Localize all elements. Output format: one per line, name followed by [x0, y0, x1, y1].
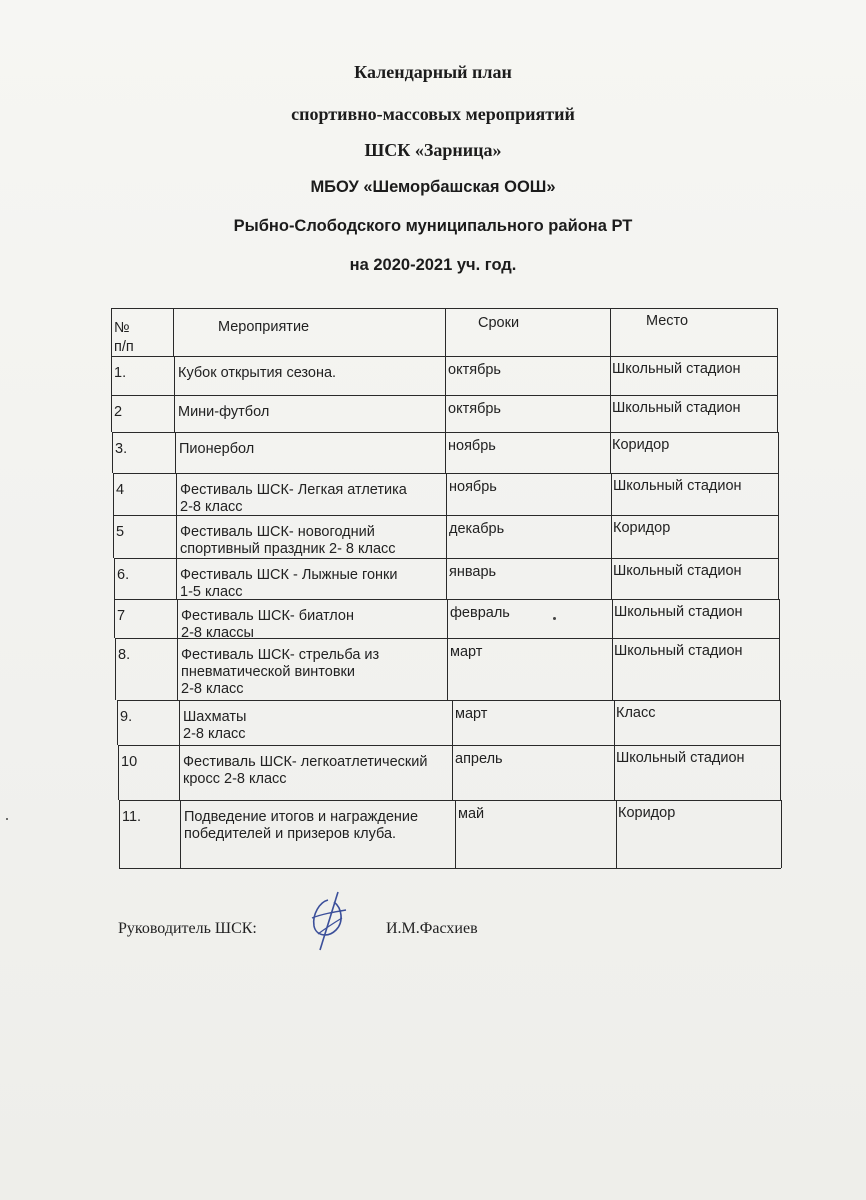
- table-col-border: [446, 515, 447, 558]
- title-line-4: МБОУ «Шеморбашская ООШ»: [310, 178, 556, 196]
- table-col-border: [446, 473, 447, 515]
- event-place: Коридор: [613, 520, 671, 536]
- event-date: январь: [449, 564, 497, 580]
- table-col-border: [610, 356, 611, 395]
- ink-speck: [553, 617, 556, 620]
- event-name: Мини-футбол: [178, 404, 270, 420]
- table-col-border: [446, 558, 447, 599]
- row-number: 6.: [117, 567, 130, 583]
- event-name: Подведение итогов и награждение: [184, 809, 419, 825]
- table-col-border: [780, 745, 781, 800]
- table-col-border: [175, 432, 176, 473]
- table-col-border: [612, 599, 613, 638]
- table-col-border: [113, 473, 114, 515]
- table-col-border: [112, 432, 113, 473]
- event-name: Фестиваль ШСК - Лыжные гонки: [180, 567, 398, 583]
- event-place: Школьный стадион: [616, 750, 745, 766]
- event-place: Класс: [616, 705, 656, 721]
- event-name: 1-5 класс: [180, 584, 243, 600]
- table-col-border: [111, 356, 112, 395]
- event-name: Фестиваль ШСК- Легкая атлетика: [180, 482, 407, 498]
- table-col-border: [610, 432, 611, 473]
- row-number: 2: [114, 404, 123, 420]
- table-col-border: [447, 599, 448, 638]
- event-date: март: [450, 644, 483, 660]
- table-row-border: [118, 745, 780, 746]
- table-col-border: [111, 308, 112, 356]
- table-col-border: [176, 515, 177, 558]
- table-col-border: [781, 800, 782, 868]
- signature-name: И.М.Фасхиев: [386, 920, 478, 937]
- event-name: Фестиваль ШСК- легкоатлетический: [183, 754, 428, 770]
- table-col-border: [177, 599, 178, 638]
- handwritten-signature: [298, 888, 358, 958]
- table-row-border: [111, 356, 777, 357]
- table-col-border: [119, 800, 120, 868]
- table-col-border: [447, 638, 448, 700]
- event-date: февраль: [450, 605, 510, 621]
- title-line-1: Календарный план: [354, 62, 512, 82]
- event-name: Пионербол: [179, 441, 255, 457]
- table-col-border: [445, 356, 446, 395]
- event-place: Школьный стадион: [612, 361, 741, 377]
- event-name: пневматической винтовки: [181, 664, 355, 680]
- event-date: апрель: [455, 751, 503, 767]
- table-col-border: [777, 395, 778, 432]
- table-col-border: [180, 800, 181, 868]
- table-col-border: [111, 395, 112, 432]
- event-place: Коридор: [618, 805, 676, 821]
- table-row-border: [119, 868, 781, 869]
- table-col-border: [179, 700, 180, 745]
- event-name: кросс 2-8 класс: [183, 771, 287, 787]
- table-col-border: [113, 515, 114, 558]
- event-place: Школьный стадион: [613, 478, 742, 494]
- table-col-border: [616, 800, 617, 868]
- table-col-border: [780, 700, 781, 745]
- table-col-border: [452, 700, 453, 745]
- table-col-border: [173, 308, 174, 356]
- event-place: Школьный стадион: [612, 400, 741, 416]
- table-col-border: [115, 638, 116, 700]
- row-number: 1.: [114, 365, 127, 381]
- table-col-border: [779, 638, 780, 700]
- table-col-border: [174, 356, 175, 395]
- event-name: победителей и призеров клуба.: [184, 826, 397, 842]
- table-col-border: [177, 638, 178, 700]
- event-date: октябрь: [448, 401, 501, 417]
- table-col-border: [610, 395, 611, 432]
- table-col-border: [176, 558, 177, 599]
- title-line-5: Рыбно-Слободского муниципального района РТ: [233, 217, 633, 235]
- table-col-border: [777, 356, 778, 395]
- event-date: октябрь: [448, 362, 501, 378]
- table-col-border: [611, 558, 612, 599]
- title-line-2: спортивно-массовых мероприятий: [291, 104, 575, 124]
- event-name: Фестиваль ШСК- новогодний: [180, 524, 375, 540]
- table-col-border: [611, 473, 612, 515]
- table-col-border: [455, 800, 456, 868]
- column-header-number: №: [114, 320, 130, 336]
- event-date: март: [455, 706, 488, 722]
- event-name: Кубок открытия сезона.: [178, 365, 337, 381]
- event-place: Коридор: [612, 437, 670, 453]
- table-col-border: [614, 700, 615, 745]
- event-name: Фестиваль ШСК- стрельба из: [181, 647, 380, 663]
- event-date: май: [458, 806, 485, 822]
- event-name: 2-8 класс: [181, 681, 244, 697]
- table-col-border: [117, 700, 118, 745]
- signature-role: Руководитель ШСК:: [118, 920, 257, 937]
- row-number: 8.: [118, 647, 131, 663]
- table-col-border: [445, 395, 446, 432]
- column-header-place: Место: [646, 313, 689, 329]
- table-col-border: [612, 638, 613, 700]
- table-col-border: [179, 745, 180, 800]
- table-row-border: [117, 700, 780, 701]
- table-col-border: [778, 515, 779, 558]
- row-number: 7: [117, 608, 126, 624]
- table-col-border: [114, 558, 115, 599]
- table-col-border: [778, 473, 779, 515]
- table-row-border: [111, 308, 777, 309]
- event-name: 2-8 классы: [181, 625, 254, 641]
- column-header-dates: Сроки: [478, 315, 520, 331]
- table-col-border: [779, 599, 780, 638]
- table-col-border: [611, 515, 612, 558]
- table-row-border: [119, 800, 781, 801]
- event-date: ноябрь: [448, 438, 496, 454]
- table-col-border: [114, 599, 115, 638]
- event-name: 2-8 класс: [180, 499, 243, 515]
- event-date: ноябрь: [449, 479, 497, 495]
- table-col-border: [445, 308, 446, 356]
- column-header-event: Мероприятие: [218, 319, 310, 335]
- row-number: 10: [121, 754, 138, 770]
- event-name: спортивный праздник 2- 8 класс: [180, 541, 396, 557]
- ink-speck: [6, 818, 8, 820]
- table-col-border: [174, 395, 175, 432]
- table-col-border: [176, 473, 177, 515]
- table-col-border: [614, 745, 615, 800]
- table-col-border: [452, 745, 453, 800]
- row-number: 5: [116, 524, 125, 540]
- event-place: Школьный стадион: [613, 563, 742, 579]
- table-col-border: [778, 432, 779, 473]
- table-col-border: [118, 745, 119, 800]
- title-line-6: на 2020-2021 уч. год.: [349, 256, 517, 274]
- table-col-border: [610, 308, 611, 356]
- table-col-border: [777, 308, 778, 356]
- row-number: 11.: [122, 809, 142, 825]
- table-row-border: [111, 395, 777, 396]
- event-place: Школьный стадион: [614, 643, 743, 659]
- row-number: 4: [116, 482, 125, 498]
- event-name: Фестиваль ШСК- биатлон: [181, 608, 354, 624]
- event-place: Школьный стадион: [614, 604, 743, 620]
- title-line-3: ШСК «Зарница»: [364, 140, 502, 160]
- row-number: 3.: [115, 441, 128, 457]
- event-name: Шахматы: [183, 709, 247, 725]
- table-col-border: [445, 432, 446, 473]
- column-header-number: п/п: [114, 339, 134, 355]
- table-col-border: [778, 558, 779, 599]
- event-date: декабрь: [449, 521, 505, 537]
- row-number: 9.: [120, 709, 133, 725]
- event-name: 2-8 класс: [183, 726, 246, 742]
